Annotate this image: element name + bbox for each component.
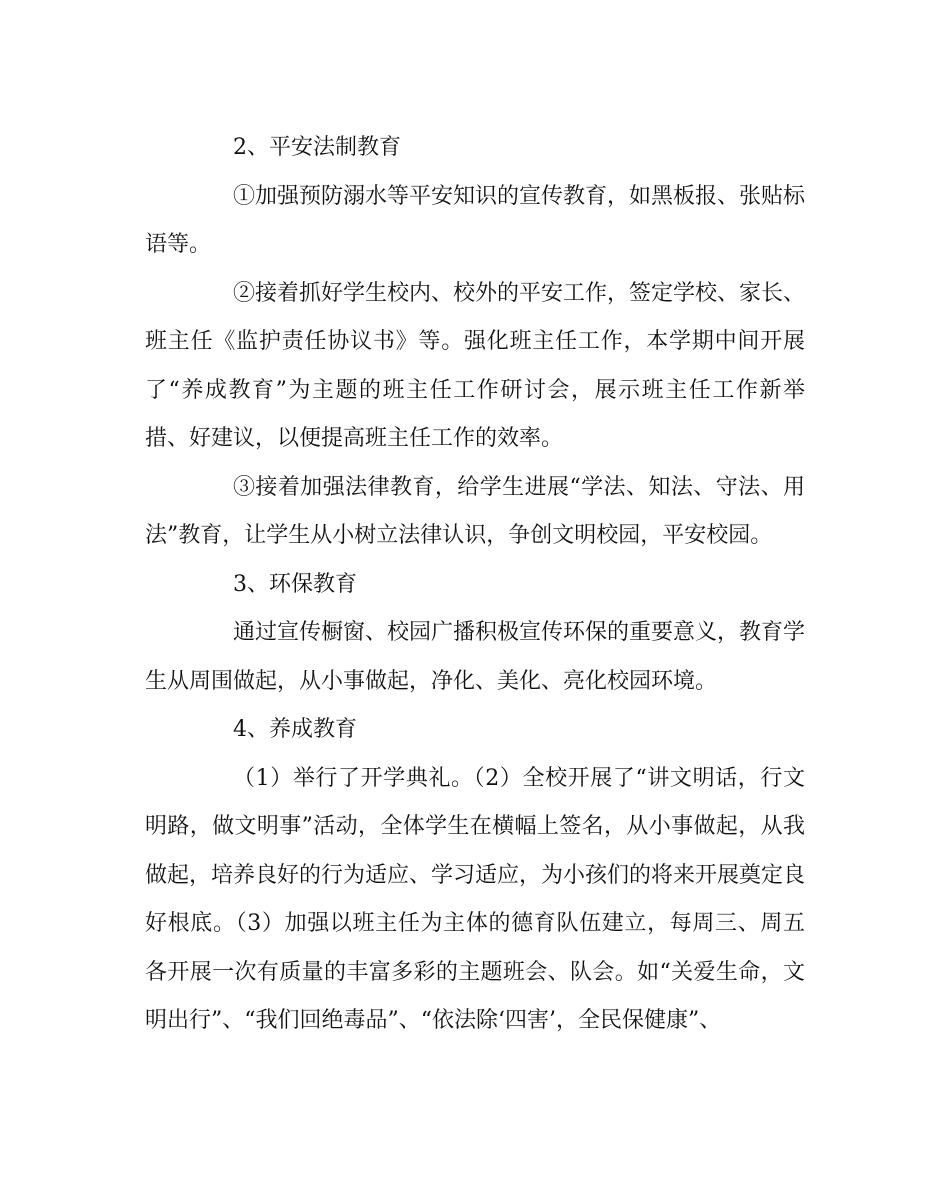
paragraph-environment: 通过宣传橱窗、校园广播积极宣传环保的重要意义，教育学生从周围做起，从小事做起，净化、美化、亮化校园环境。 [145,620,806,694]
paragraph-law-education: ③接着加强法律教育，给学生进展“学法、知法、守法、用法”教育，让学生从小树立法律认识，争创文明校园，平安校园。 [145,474,805,548]
paragraph-drowning-prevention: ①加强预防溺水等平安知识的宣传教育，如黑板报、张贴标语等。 [145,183,806,257]
section-heading-environment: 3、环保教育 [233,571,357,597]
section-heading-safety-law: 2、平安法制教育 [233,135,401,160]
document-body [145,124,805,1046]
paragraph-habits: （1）举行了开学典礼。（2）全校开展了“讲文明话，行文明路，做文明事”活动，全体学生在横幅上签名，从小事做起，从我做起，培养良好的行为适应、学习适应，为小孩们的将来开展奠定良好根底。（3）加强以班主任为主体的德育队伍建立，每周三、周五各开展一次有质量的丰富多彩的主题班会、队会。如“关爱生命，文明出行”、“我们回绝毒品”、“依法除‘四害’，全民保健康”、 [145,765,806,1033]
paragraph-safety-work: ②接着抓好学生校内、校外的平安工作，签定学校、家长、班主任《监护责任协议书》等。强化班主任工作，本学期中间开展了“养成教育”为主题的班主任工作研讨会，展示班主任工作新举措、好建议，以便提高班主任工作的效率。 [145,280,806,451]
section-heading-habits: 4、养成教育 [233,717,357,742]
